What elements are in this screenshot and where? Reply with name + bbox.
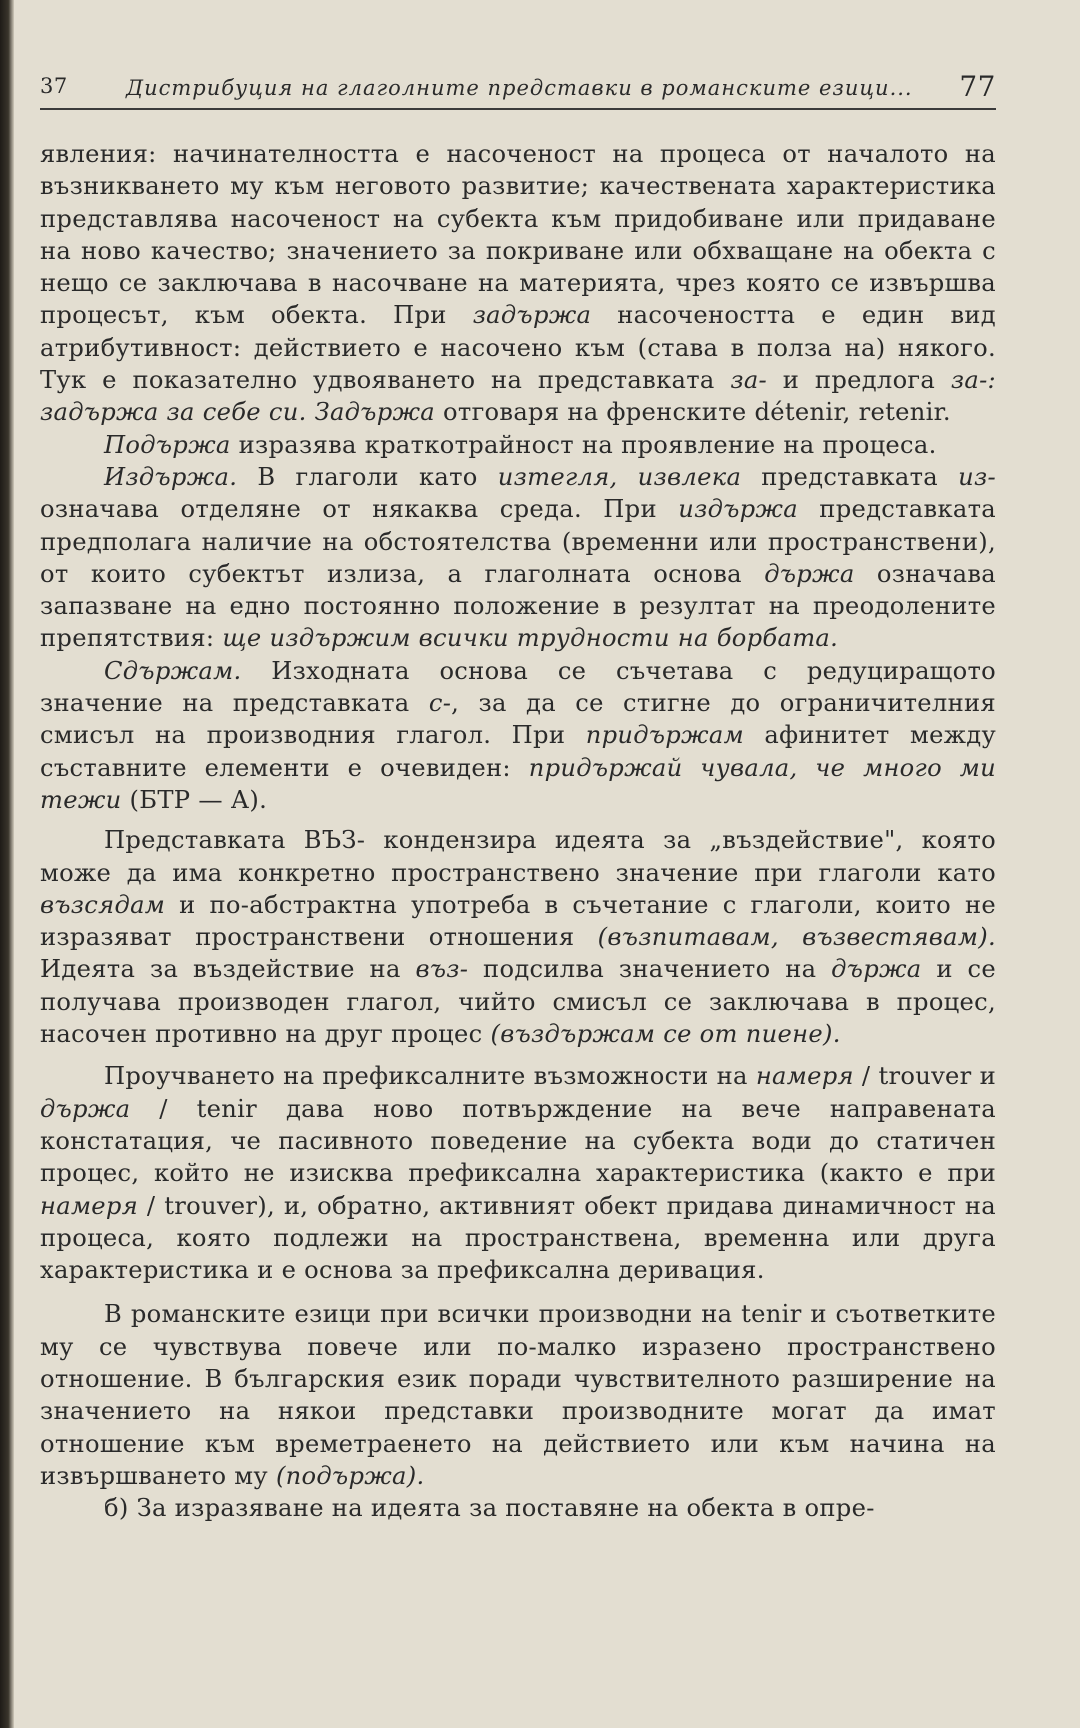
page-number: 77 [959,70,996,103]
italic-term: държа [831,955,922,984]
text-segment: (БТР — А). [121,785,268,814]
text-segment: афинитет между съставните елементи е очевиден: [40,721,996,782]
text-segment: и предлога [767,366,951,395]
text-segment: представката предполага наличие на обстоятелства (временни или пространствени), от които субектът излиза, а глаголната основа [40,495,996,588]
text-segment: представката [741,462,959,491]
italic-term: издържа [678,495,798,524]
italic-term: с- [428,689,452,718]
italic-term: придържай чувала, че много ми тежи [40,753,996,814]
text-segment: Изходната основа се съчетава с редуциращото значение на представката [40,656,996,718]
paragraph [40,824,996,1050]
text-segment: изразява краткотрайност на проявление на процеса. [230,430,937,459]
italic-term: въз- [415,955,469,984]
italic-term: намеря [755,1062,854,1091]
book-spine-shadow [0,0,14,1728]
text-segment: подсилва значението на [468,955,832,984]
italic-term: Издържа. [104,462,238,491]
paragraph [40,1298,996,1492]
italic-term: из- [958,462,996,491]
running-header [40,62,996,110]
italic-term: за-: задържа за себе си. Задържа [40,366,996,427]
italic-term: придържам [585,721,744,750]
paragraph [40,461,996,655]
italic-term: държа [40,1094,131,1123]
text-segment: и по-абстрактна употреба в съчетание с глаголи, които не изразяват пространствени отношения [40,890,996,952]
running-title: Дистрибуция на глаголните представки в романските езици... [126,76,913,100]
paragraph [40,138,996,429]
italic-term: държа [764,559,855,588]
text-segment: Идеята за въздействие на [40,955,416,984]
paragraph [40,1060,996,1286]
paragraph [40,429,996,461]
paragraph [40,1492,996,1524]
italic-term: ще издържим всички трудности на борбата. [222,624,839,653]
text-segment: Проучването на префиксалните възможности на [104,1062,756,1091]
text-segment: В глаголи като [237,462,498,491]
italic-term: възсядам [40,890,166,919]
italic-term: задържа [472,301,592,330]
text-segment: означава запазване на едно постоянно положение в резултат на преодолените препятствия: [40,559,996,653]
text-segment: , за да се стигне до ограничителния смисъл на производния глагол. При [40,689,996,750]
text-segment: насочеността е един вид атрибутивност: действието е насочено към (става в полза на) някого. Тук е показателно удвояването на представката [40,301,996,395]
italic-term: изтегля, извлека [497,462,742,491]
text-segment: означава отделяне от някаква среда. При [40,495,679,524]
italic-term: (въздържам се от пиене). [490,1020,841,1049]
text-segment: отговаря на френските détenir, retenir. [435,398,951,427]
text-segment: явления: начинателността е насоченост на процеса от началото на възникването му към неговото развитие; качествената характеристика представлява насоченост на субекта към придобиване или придаване на ново качество; значението за покриване или обхващане на обекта с нещо се заключава в насочване на материята, чрез която се извършва процесът, към обекта. При [40,140,996,330]
italic-term: Сдържам. [104,656,242,685]
text-segment: и се получава производен глагол, чийто смисъл се заключава в процес, насочен противно на друг процес [40,955,996,1049]
italic-term: за- [730,366,768,395]
italic-term: намеря [40,1191,139,1220]
text-segment: б) За изразяване на идеята за поставяне на обекта в опре- [104,1494,875,1523]
text-segment: Представката ВЪЗ- кондензира идеята за „въздействие", която може да има конкретно пространствено значение при глаголи като [40,826,996,887]
italic-term: (подържа). [275,1461,425,1490]
section-number: 37 [40,74,68,98]
text-segment: / tenir дава ново потвърждение на вече направената констатация, че пасивното поведение на субекта води до статичен процес, който не изисква префиксална характеристика (както е при [40,1094,996,1188]
text-segment: / trouver и [853,1062,996,1091]
text-segment: / trouver), и, обратно, активният обект придава динамичност на процеса, която подлежи на пространствена, временна или друга характеристика и е основа за префиксална деривация. [40,1191,996,1285]
text-segment: В романските езици при всички производни на tenir и съответките му се чувствува повече или по-малко изразено пространствено отношение. В българския език поради чувствителното разширение на значението на някои представки производните могат да имат отношение към времетраенето на действието или към начина на извършването му [40,1300,996,1490]
body-text [40,138,996,1524]
italic-term: (възпитавам, възвестявам). [597,923,996,952]
paragraph [40,655,996,816]
book-page [40,62,996,1524]
italic-term: Подържа [104,430,231,459]
